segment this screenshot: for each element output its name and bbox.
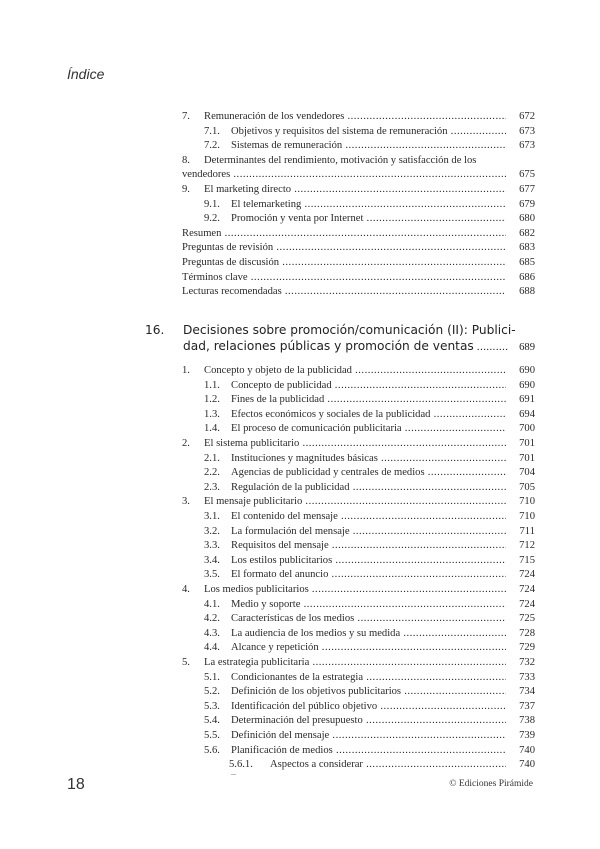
- toc-entry-page: 679: [519, 198, 535, 210]
- toc-entry-number: 4.4.: [204, 642, 220, 654]
- toc-entry-page: 673: [519, 140, 535, 152]
- toc-entry: [0, 139, 600, 153]
- running-header: Índice: [67, 66, 105, 82]
- toc-entry-title: Sistemas de remuneración .....: [231, 139, 506, 153]
- toc-entry-title: Preguntas de discusión .....: [182, 256, 506, 270]
- toc-entry: [0, 408, 600, 422]
- toc-entry: [0, 393, 600, 407]
- toc-entry-page: 690: [519, 379, 535, 391]
- toc-entry-number: 8.: [182, 154, 190, 166]
- toc-entry-number: 4.1.: [204, 598, 220, 610]
- toc-entry: [0, 612, 600, 626]
- toc-entry-title: Medio y soporte .....: [231, 598, 506, 612]
- toc-entry-page: 724: [519, 584, 535, 595]
- toc-entry-page: 740: [519, 744, 535, 756]
- toc-entry-page: 732: [519, 657, 535, 668]
- toc-entry-number: 4.2.: [204, 613, 220, 625]
- toc-entry-number: 7.: [182, 111, 190, 122]
- toc-entry-page: 673: [519, 125, 535, 137]
- toc-entry: [0, 714, 600, 728]
- toc-entry: [0, 379, 600, 393]
- toc-entry-page: 734: [519, 686, 535, 698]
- toc-entry: [0, 437, 600, 451]
- toc-entry: [0, 481, 600, 495]
- toc-entry-number: 2.1.: [204, 452, 220, 464]
- toc-entry-number: 5.1.: [204, 671, 220, 683]
- toc-entry-number: 5.3.: [204, 700, 220, 712]
- toc-entry-page: 690: [519, 365, 535, 376]
- toc-entry-title: vendedores .....: [182, 168, 506, 182]
- toc-entry-number: 5.6.1.: [229, 759, 253, 771]
- toc-entry-number: 2.2.: [204, 467, 220, 479]
- chapter-page-number: 689: [519, 342, 535, 353]
- toc-entry-number: 2.: [182, 438, 190, 449]
- toc-entry: [0, 212, 600, 226]
- toc-entry-page: 712: [519, 540, 535, 552]
- toc-entry-page: 688: [519, 286, 535, 298]
- toc-entry-title: La formulación del mensaje .....: [231, 525, 506, 539]
- toc-entry-title: Definición de los objetivos publicitarios .....: [231, 685, 506, 699]
- toc-entry: [0, 758, 600, 772]
- chapter-title-line-2: dad, relaciones públicas y promoción de ventas .....: [183, 339, 509, 356]
- toc-entry-title: La audiencia de los medios y su medida .....: [231, 627, 506, 641]
- toc-entry-title: Los estilos publicitarios .....: [231, 554, 506, 568]
- toc-entry-page: 704: [519, 467, 535, 479]
- toc-entry: [0, 422, 600, 436]
- toc-entry-number: 4.: [182, 584, 190, 595]
- toc-entry-page: 700: [519, 423, 535, 435]
- toc-entry-number: 1.: [182, 365, 190, 376]
- toc-entry: [0, 627, 600, 641]
- toc-entry-title: Resumen .....: [182, 227, 506, 241]
- toc-entry-page: 724: [519, 569, 535, 581]
- publisher-credit: © Ediciones Pirámide: [449, 779, 533, 789]
- toc-entry-title: Condicionantes de la estrategia .....: [231, 671, 506, 685]
- toc-entry-number: 5.4.: [204, 715, 220, 727]
- toc-entry: [0, 583, 600, 597]
- toc-entry: [0, 568, 600, 582]
- toc-entry-title: Instituciones y magnitudes básicas .....: [231, 452, 506, 466]
- toc-entry: [0, 227, 600, 241]
- page-folio: 18: [67, 776, 85, 793]
- toc-entry-number: 7.1.: [204, 125, 220, 137]
- toc-entry-number: 3.3.: [204, 540, 220, 552]
- toc-entry-page: 724: [519, 598, 535, 610]
- toc-entry-title: Características de los medios .....: [231, 612, 506, 626]
- toc-entry-title: Lecturas recomendadas .....: [182, 285, 506, 299]
- toc-entry-title: El mensaje publicitario .....: [204, 495, 506, 509]
- toc-entry: [0, 125, 600, 139]
- toc-entry-title: Requisitos del mensaje .....: [231, 539, 506, 553]
- toc-entry-page: 715: [519, 554, 535, 566]
- toc-entry-title: Los medios publicitarios .....: [204, 583, 506, 597]
- toc-entry-page: 701: [519, 438, 535, 449]
- toc-entry-title: Definición del mensaje .....: [231, 729, 506, 743]
- toc-entry-page: 691: [519, 394, 535, 406]
- toc-entry-title: Términos clave .....: [182, 271, 506, 285]
- toc-entry-page: 680: [519, 213, 535, 225]
- toc-entry-title: Objetivos y requisitos del sistema de remuneración .....: [231, 125, 506, 139]
- toc-entry-page: 729: [519, 642, 535, 654]
- toc-entry-number: 5.2.: [204, 686, 220, 698]
- toc-entry: [0, 183, 600, 197]
- toc-entry-number: 3.1.: [204, 511, 220, 522]
- toc-entry-page: 725: [519, 613, 535, 625]
- toc-entry: [0, 452, 600, 466]
- toc-entry-title: Promoción y venta por Internet .....: [231, 212, 506, 226]
- toc-entry-title: La estrategia publicitaria .....: [204, 656, 506, 670]
- toc-entry-page: 710: [519, 511, 535, 522]
- toc-entry-page: 677: [519, 184, 535, 195]
- toc-entry-number: 7.2.: [204, 140, 220, 152]
- toc-entry-title: El proceso de comunicación publicitaria .....: [231, 422, 506, 436]
- toc-entry-number: 3.4.: [204, 554, 220, 566]
- toc-entry-title: Aspectos a considerar .....: [270, 758, 506, 772]
- toc-entry-number: 2.3.: [204, 481, 220, 493]
- toc-entry-page: 733: [519, 671, 535, 683]
- toc-entry-title: Determinantes del rendimiento, motivación y satisfacción de los: [204, 154, 477, 166]
- toc-entry-title: Efectos económicos y sociales de la publicidad .....: [231, 408, 506, 422]
- toc-entry-title: Planificación de medios .....: [231, 744, 506, 758]
- toc-entry-number: 1.4.: [204, 423, 220, 435]
- toc-entry-title: Regulación de la publicidad .....: [231, 481, 506, 495]
- toc-entry: [0, 168, 600, 182]
- toc-entry-number: 9.2.: [204, 213, 220, 225]
- toc-entry-title: Fines de la publicidad .....: [231, 393, 506, 407]
- toc-entry: [0, 671, 600, 685]
- toc-entry-page: 710: [519, 496, 535, 508]
- toc-entry-number: 5.6.: [204, 744, 220, 756]
- toc-entry-title: Concepto de publicidad .....: [231, 379, 506, 393]
- toc-entry-title: El marketing directo .....: [204, 183, 506, 197]
- toc-entry-page: 672: [519, 111, 535, 122]
- toc-entry-number: 3.5.: [204, 569, 220, 581]
- toc-entry-title: Alcance y repetición .....: [231, 641, 506, 655]
- toc-entry-page: 683: [519, 242, 535, 254]
- toc-entry-number: 5.5.: [204, 730, 220, 741]
- toc-entry-number: 3.2.: [204, 525, 220, 537]
- toc-entry-number: 1.2.: [204, 394, 220, 406]
- toc-entry-page: 705: [519, 481, 535, 493]
- toc-entry-title: Determinación del presupuesto .....: [231, 714, 506, 728]
- toc-entry: [0, 525, 600, 539]
- toc-entry-number: 5.: [182, 657, 190, 668]
- toc-entry: [0, 641, 600, 655]
- scan-speck: [231, 774, 236, 775]
- toc-entry-title: Concepto y objeto de la publicidad .....: [204, 364, 506, 378]
- toc-entry: [0, 744, 600, 758]
- toc-entry-title: El formato del anuncio .....: [231, 568, 506, 582]
- toc-entry-title: Agencias de publicidad y centrales de medios .....: [231, 466, 506, 480]
- toc-entry: [0, 364, 600, 378]
- toc-entry-number: 9.: [182, 184, 190, 195]
- toc-entry-page: 738: [519, 715, 535, 727]
- toc-entry-title: El telemarketing .....: [231, 198, 506, 212]
- toc-entry: [0, 656, 600, 670]
- toc-entry-title: El sistema publicitario .....: [204, 437, 506, 451]
- toc-entry-page: 682: [519, 227, 535, 239]
- toc-entry-page: 685: [519, 257, 535, 268]
- toc-entry: [0, 241, 600, 255]
- toc-entry-page: 701: [519, 452, 535, 464]
- toc-entry-page: 675: [519, 169, 535, 181]
- toc-entry-title: Identificación del público objetivo .....: [231, 700, 506, 714]
- toc-entry: [0, 466, 600, 480]
- toc-entry: [0, 700, 600, 714]
- chapter-title-line-1: Decisiones sobre promoción/comunicación (II): Publici-: [183, 323, 516, 337]
- toc-entry-number: 4.3.: [204, 627, 220, 639]
- toc-entry-page: 740: [519, 759, 535, 771]
- toc-entry: [0, 554, 600, 568]
- toc-entry-number: 1.3.: [204, 408, 220, 420]
- toc-entry: [0, 685, 600, 699]
- toc-entry-page: 694: [519, 408, 535, 420]
- toc-entry-page: 711: [519, 525, 535, 537]
- toc-entry-page: 737: [519, 700, 535, 712]
- toc-entry-title: Remuneración de los vendedores .....: [204, 110, 506, 124]
- toc-entry-page: 739: [519, 730, 535, 741]
- chapter-number: 16.: [145, 323, 165, 337]
- toc-entry-number: 9.1.: [204, 198, 220, 210]
- toc-entry-number: 1.1.: [204, 379, 220, 391]
- toc-entry: [0, 256, 600, 270]
- toc-entry-number: 3.: [182, 496, 190, 508]
- toc-entry: [0, 495, 600, 509]
- toc-entry: [0, 598, 600, 612]
- toc-entry: [0, 110, 600, 124]
- toc-entry: [0, 729, 600, 743]
- toc-entry-page: 686: [519, 271, 535, 283]
- toc-entry: [0, 285, 600, 299]
- toc-entry: [0, 271, 600, 285]
- toc-entry: [0, 154, 600, 168]
- toc-entry-page: 728: [519, 627, 535, 639]
- toc-entry-title: Preguntas de revisión .....: [182, 241, 506, 255]
- toc-entry-title: El contenido del mensaje .....: [231, 510, 506, 524]
- toc-entry: [0, 539, 600, 553]
- toc-entry: [0, 510, 600, 524]
- toc-entry: [0, 198, 600, 212]
